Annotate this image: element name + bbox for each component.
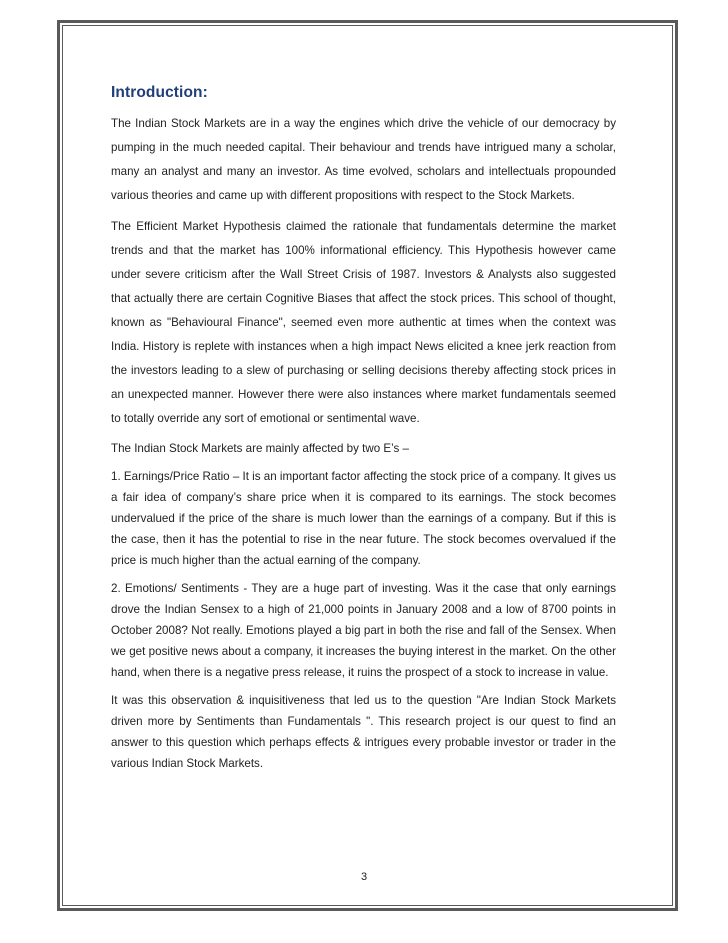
document-body (111, 84, 616, 781)
paragraph-earnings-price-ratio: 1. Earnings/Price Ratio – It is an important factor affecting the stock price of a company. It gives us a fair idea of company’s share price when it is compared to its earnings. The stock becomes undervalued if the price of the share is much lower than the earnings of a company. But if this is the case, then it has the potential to rise in the near future. The stock becomes overvalued if the price is much higher than the actual earning of the company. (111, 470, 616, 567)
page-number: 3 (360, 871, 368, 883)
section-heading: Introduction: (111, 84, 208, 101)
paragraph-intro: The Indian Stock Markets are in a way the engines which drive the vehicle of our democracy by pumping in the much needed capital. Their behaviour and trends have intrigued many a scholar, many an analyst and many an investor. As time evolved, scholars and intellectuals propounded various theories and came up with different propositions with respect to the Stock Markets. (111, 117, 616, 202)
paragraph-research-question: It was this observation & inquisitiveness that led us to the question "Are Indian Stock Markets driven more by Sentiments than Fundamentals ". This research project is our quest to find an answer to this question which perhaps effects & intrigues every probable investor or trader in the various Indian Stock Markets. (111, 694, 616, 770)
paragraph-two-es: The Indian Stock Markets are mainly affected by two E’s – (111, 442, 409, 455)
paragraph-efficient-market: The Efficient Market Hypothesis claimed the rationale that fundamentals determine the market trends and that the market has 100% informational efficiency. This Hypothesis however came under severe criticism after the Wall Street Crisis of 1987. Investors & Analysts also suggested that actually there are certain Cognitive Biases that affect the stock prices. This school of thought, known as "Behavioural Finance", seemed even more authentic at times when the context was India. History is replete with instances when a high impact News elicited a knee jerk reaction from the investors leading to a slew of purchasing or selling decisions thereby affecting stock prices in an unexpected manner. However there were also instances where market fundamentals seemed to totally override any sort of emotional or sentimental wave. (111, 220, 616, 425)
paragraph-emotions-sentiments: 2. Emotions/ Sentiments - They are a huge part of investing. Was it the case that only earnings drove the Indian Sensex to a high of 21,000 points in January 2008 and a low of 8700 points in October 2008? Not really. Emotions played a big part in both the rise and fall of the Sensex. When we get positive news about a company, it increases the buying interest in the market. On the other hand, when there is a negative press release, it ruins the prospect of a stock to increase in value. (111, 582, 616, 679)
